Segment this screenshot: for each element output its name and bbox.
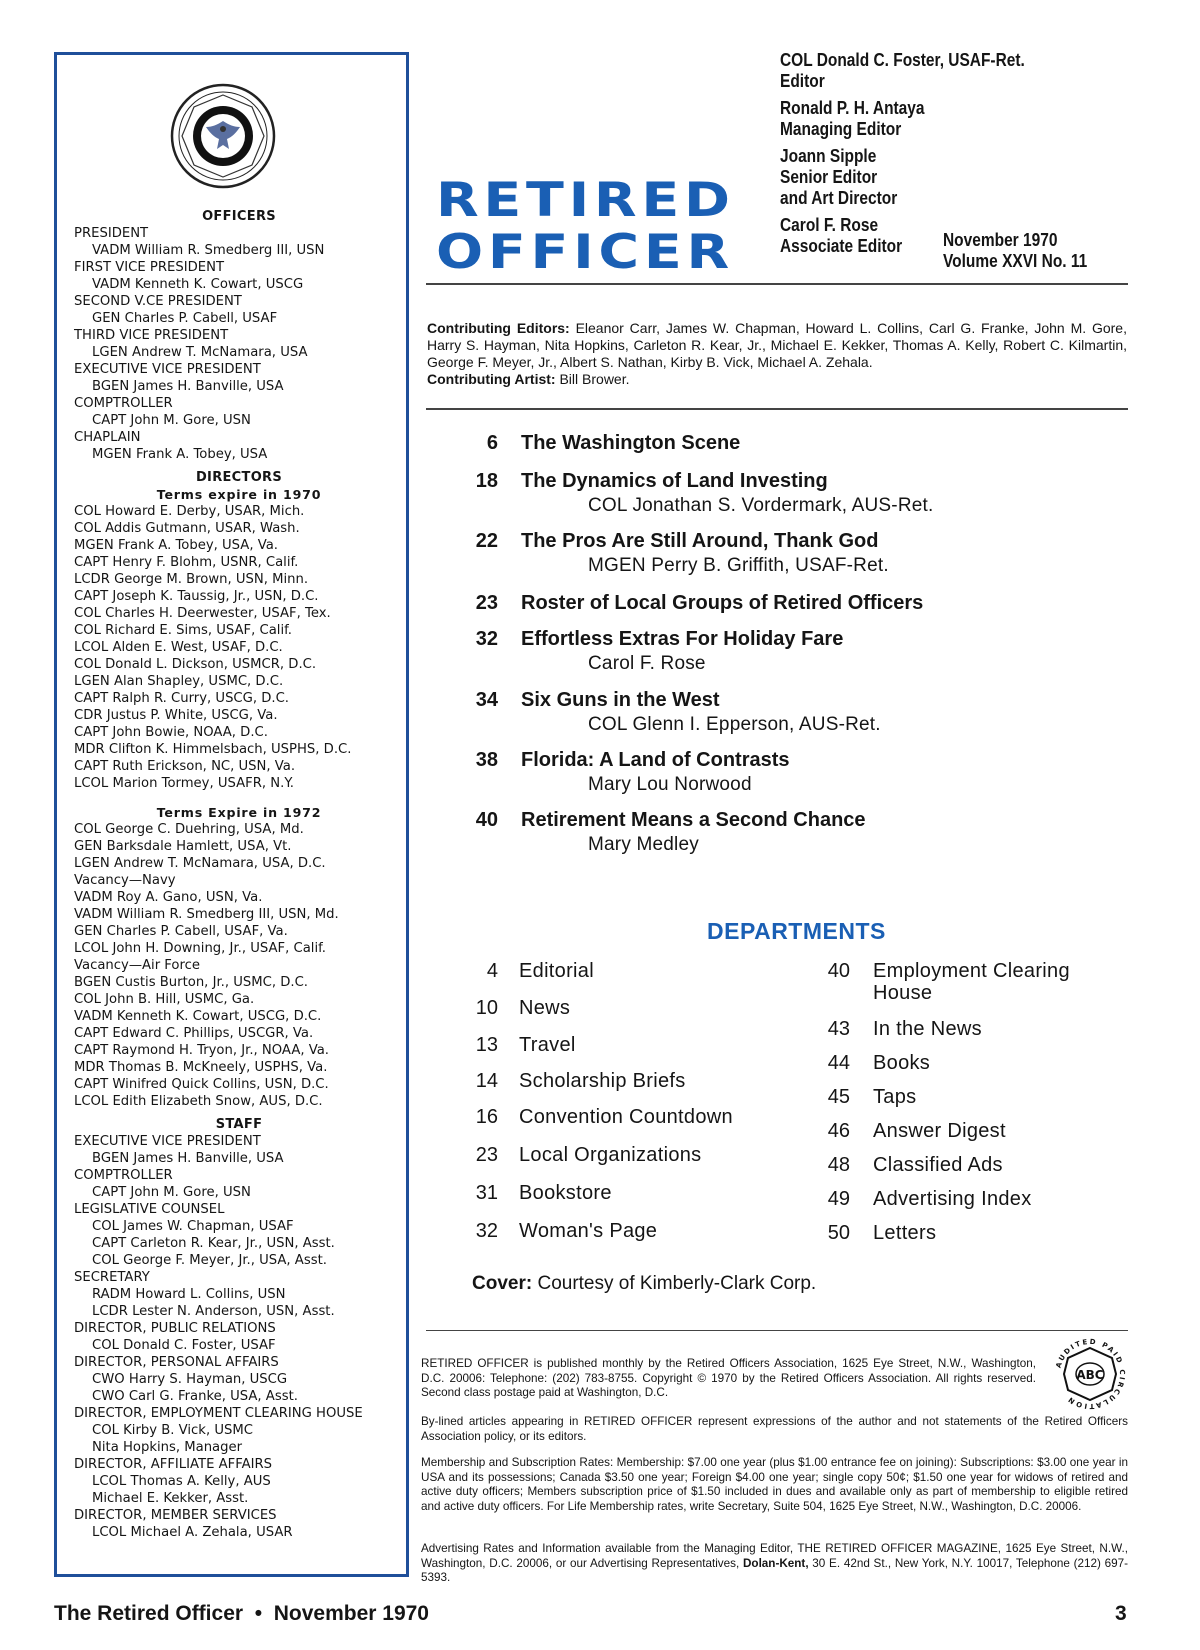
director-row: CAPT Winifred Quick Collins, USN, D.C. — [74, 1077, 329, 1092]
director-row: Vacancy—Navy — [74, 873, 176, 888]
terms-1970-list — [74, 503, 404, 792]
staff-name: CAPT John M. Gore, USN — [92, 1185, 251, 1200]
director-row: VADM Kenneth K. Cowart, USCG, D.C. — [74, 1009, 322, 1024]
managing-editor-title: Managing Editor — [780, 119, 902, 139]
department-page: 14 — [475, 1070, 498, 1092]
advertising-text: Advertising Rates and Information available from the Managing Editor, THE RETIRED OFFICER MAGAZINE, 1625 Eye Street, N.W., Washington, D.C. 20006, or our Advertising Representatives, — [421, 1542, 1128, 1570]
director-row: GEN Barksdale Hamlett, USA, Vt. — [74, 839, 292, 854]
department-label: Woman's Page — [519, 1220, 658, 1242]
masthead-title — [436, 175, 735, 279]
director-row: COL John B. Hill, USMC, Ga. — [74, 992, 255, 1007]
abc-seal-ring: AUDITED PAID CIRCULATION — [1054, 1337, 1127, 1411]
contributing-editors — [427, 320, 1127, 371]
director-row: COL Richard E. Sims, USAF, Calif. — [74, 623, 292, 638]
staff-name: LCOL Thomas A. Kelly, AUS — [92, 1474, 271, 1489]
issue-volume: Volume XXVI No. 11 — [943, 251, 1088, 271]
department-page: 45 — [827, 1086, 850, 1108]
toc-title: The Pros Are Still Around, Thank God — [521, 530, 879, 552]
department-page: 31 — [475, 1182, 498, 1204]
director-row: LCOL Alden E. West, USAF, D.C. — [74, 640, 283, 655]
publication-notice: RETIRED OFFICER is published monthly by the Retired Officers Association, 1625 Eye Street, N.W., Washington, D.C. 20006: Telephone: (202) 783-8755. Copyright © 1970 by the Retired Officers Association. All rights reserved. Second class postage paid at Washington, D.C. — [421, 1357, 1036, 1400]
department-page: 23 — [475, 1144, 498, 1166]
department-label: Local Organizations — [519, 1144, 702, 1166]
department-label-cont: House — [873, 982, 933, 1004]
director-row: CAPT Henry F. Blohm, USNR, Calif. — [74, 555, 299, 570]
department-label: News — [519, 997, 571, 1019]
director-row: LGEN Alan Shapley, USMC, D.C. — [74, 674, 284, 689]
staff-role: LEGISLATIVE COUNSEL — [74, 1202, 225, 1217]
director-row: VADM Roy A. Gano, USN, Va. — [74, 890, 263, 905]
toc-author: COL Jonathan S. Vordermark, AUS-Ret. — [588, 495, 934, 516]
staff-name: COL James W. Chapman, USAF — [92, 1219, 294, 1234]
director-row: CAPT Joseph K. Taussig, Jr., USN, D.C. — [74, 589, 319, 604]
director-row: CDR Justus P. White, USCG, Va. — [74, 708, 278, 723]
departments-heading: DEPARTMENTS — [707, 918, 886, 944]
staff-role: COMPTROLLER — [74, 1168, 173, 1183]
terms-1972-heading: Terms Expire in 1972 — [156, 805, 322, 820]
director-row: GEN Charles P. Cabell, USAF, Va. — [74, 924, 288, 939]
director-row: COL Howard E. Derby, USAR, Mich. — [74, 504, 305, 519]
editor-title: Editor — [780, 71, 825, 91]
staff-name: CAPT Carleton R. Kear, Jr., USN, Asst. — [92, 1236, 335, 1251]
associate-editor-name: Carol F. Rose — [780, 215, 879, 235]
advertising-rep: Dolan-Kent, — [742, 1556, 809, 1570]
department-page: 13 — [475, 1034, 498, 1056]
divider — [426, 283, 1128, 285]
department-label: In the News — [873, 1018, 982, 1040]
department-page: 50 — [827, 1222, 850, 1244]
toc-title: The Dynamics of Land Investing — [521, 470, 828, 492]
membership-rates: Membership and Subscription Rates: Membership: $7.00 one year (plus $1.00 entrance fee on joining): Subscriptions: $3.00 one year in USA and its possessions; Canada $3.50 one year; Foreign $4.00 one year; single copy 50¢; $1.50 one year for widows of retired and active duty officers; Members subscription price of $1.50 included in dues and available only as part of membership to eligible retired and active duty officers. For Life Membership rates, write Secretary, Suite 504, 1625 Eye Street, N.W., Washington, D.C. 20006. — [421, 1456, 1128, 1513]
toc-title: Effortless Extras For Holiday Fare — [521, 628, 844, 650]
managing-editor-name: Ronald P. H. Antaya — [780, 98, 925, 118]
department-page: 10 — [475, 997, 498, 1019]
staff-list — [74, 1133, 404, 1541]
staff-name: BGEN James H. Banville, USA — [92, 1151, 284, 1166]
director-row: CAPT Raymond H. Tryon, Jr., NOAA, Va. — [74, 1043, 329, 1058]
officer-name: VADM Kenneth K. Cowart, USCG — [92, 277, 304, 292]
department-label: Letters — [873, 1222, 937, 1244]
toc-title: The Washington Scene — [521, 432, 741, 454]
department-page: 40 — [827, 960, 850, 982]
department-label: Classified Ads — [873, 1154, 1003, 1176]
department-label: Answer Digest — [873, 1120, 1006, 1142]
staff-name: LCDR Lester N. Anderson, USN, Asst. — [92, 1304, 335, 1319]
associate-editor-title: Associate Editor — [780, 236, 903, 256]
director-row: COL Charles H. Deerwester, USAF, Tex. — [74, 606, 331, 621]
issue-info — [943, 230, 1087, 272]
department-label: Scholarship Briefs — [519, 1070, 686, 1092]
officers-heading: OFFICERS — [202, 209, 276, 224]
officers-sidebar — [54, 52, 409, 1577]
art-director-title: and Art Director — [780, 188, 898, 208]
director-row: COL Donald L. Dickson, USMCR, D.C. — [74, 657, 317, 672]
terms-1972-list — [74, 821, 404, 1110]
toc-page-number: 6 — [486, 432, 498, 454]
advertising-info — [421, 1542, 1128, 1586]
issue-date: November 1970 — [943, 230, 1058, 250]
cover-credit — [472, 1273, 816, 1295]
staff-name: COL George F. Meyer, Jr., USA, Asst. — [92, 1253, 327, 1268]
director-row: Vacancy—Air Force — [74, 958, 200, 973]
director-row: CAPT Edward C. Phillips, USCGR, Va. — [74, 1026, 314, 1041]
director-row: MDR Clifton K. Himmelsbach, USPHS, D.C. — [74, 742, 352, 757]
officer-role: PRESIDENT — [74, 226, 149, 241]
director-row: BGEN Custis Burton, Jr., USMC, D.C. — [74, 975, 308, 990]
director-row: CAPT John Bowie, NOAA, D.C. — [74, 725, 268, 740]
toc-page-number: 23 — [475, 592, 498, 614]
staff-role: DIRECTOR, EMPLOYMENT CLEARING HOUSE — [74, 1406, 363, 1421]
department-page: 49 — [827, 1188, 850, 1210]
masthead-line2: OFFICER — [436, 225, 734, 280]
staff-name: COL Donald C. Foster, USAF — [92, 1338, 276, 1353]
department-page: 48 — [827, 1154, 850, 1176]
staff-name: RADM Howard L. Collins, USN — [92, 1287, 286, 1302]
masthead-line1: RETIRED — [436, 173, 735, 228]
department-page: 46 — [827, 1120, 850, 1142]
staff-name: Michael E. Kekker, Asst. — [92, 1491, 249, 1506]
director-row: CAPT Ralph R. Curry, USCG, D.C. — [74, 691, 289, 706]
director-row: LCOL John H. Downing, Jr., USAF, Calif. — [74, 941, 326, 956]
director-row: LCOL Edith Elizabeth Snow, AUS, D.C. — [74, 1094, 323, 1109]
association-seal-icon — [170, 83, 276, 189]
toc-title: Six Guns in the West — [521, 689, 720, 711]
department-label: Advertising Index — [873, 1188, 1032, 1210]
contributing-artist-text: Bill Brower. — [555, 371, 630, 387]
staff-name: CWO Carl G. Franke, USA, Asst. — [92, 1389, 298, 1404]
staff-role: DIRECTOR, PERSONAL AFFAIRS — [74, 1355, 279, 1370]
staff-name: Nita Hopkins, Manager — [92, 1440, 243, 1455]
director-row: LGEN Andrew T. McNamara, USA, D.C. — [74, 856, 326, 871]
toc-author: COL Glenn I. Epperson, AUS-Ret. — [588, 714, 881, 735]
officer-name: MGEN Frank A. Tobey, USA — [92, 447, 268, 462]
abc-seal-center: ABC — [1076, 1368, 1104, 1382]
senior-editor-title: Senior Editor — [780, 167, 878, 187]
byline-notice: By-lined articles appearing in RETIRED OFFICER represent expressions of the author and not statements of the Retired Officers Association policy, or its editors. — [421, 1415, 1128, 1443]
toc-page-number: 32 — [475, 628, 498, 650]
divider — [426, 1330, 1128, 1331]
department-label: Bookstore — [519, 1182, 612, 1204]
director-row: MGEN Frank A. Tobey, USA, Va. — [74, 538, 278, 553]
staff-heading: STAFF — [215, 1117, 263, 1132]
staff-role: SECRETARY — [74, 1270, 150, 1285]
director-row: VADM William R. Smedberg III, USN, Md. — [74, 907, 339, 922]
toc-author: Mary Lou Norwood — [588, 774, 752, 795]
contributing-editors-text: Eleanor Carr, James W. Chapman, Howard L. Collins, Carl G. Franke, John M. Gore, Harry S. Hayman, Nita Hopkins, Carleton R. Kear, Jr., Michael E. Kekker, Thomas A. Kelly, Robert C. Kilmartin, George F. Meyer, Jr., Albert S. Nathan, Kirby B. Vick, Michael A. Zehala. — [427, 320, 1127, 370]
department-label: Convention Countdown — [519, 1106, 733, 1128]
cover-label: Cover: — [472, 1273, 533, 1294]
department-label: Editorial — [519, 960, 594, 982]
toc-title: Roster of Local Groups of Retired Officers — [521, 592, 924, 614]
contributing-artist — [427, 371, 1127, 388]
director-row: LCDR George M. Brown, USN, Minn. — [74, 572, 309, 587]
officer-role: FIRST VICE PRESIDENT — [74, 260, 225, 275]
department-page: 4 — [486, 960, 498, 982]
divider — [426, 408, 1128, 410]
staff-role: DIRECTOR, PUBLIC RELATIONS — [74, 1321, 276, 1336]
cover-text: Courtesy of Kimberly-Clark Corp. — [532, 1273, 817, 1294]
officer-name: CAPT John M. Gore, USN — [92, 413, 251, 428]
director-row: CAPT Ruth Erickson, NC, USN, Va. — [74, 759, 296, 774]
officer-role: SECOND V.CE PRESIDENT — [74, 294, 242, 309]
staff-role: EXECUTIVE VICE PRESIDENT — [74, 1134, 261, 1149]
department-label: Books — [873, 1052, 931, 1074]
officer-role: EXECUTIVE VICE PRESIDENT — [74, 362, 261, 377]
page-number: 3 — [1115, 1602, 1127, 1625]
editor-name: COL Donald C. Foster, USAF-Ret. — [780, 50, 1025, 70]
officer-name: GEN Charles P. Cabell, USAF — [92, 311, 278, 326]
toc-page-number: 34 — [475, 689, 498, 711]
toc-author: MGEN Perry B. Griffith, USAF-Ret. — [588, 555, 889, 576]
toc-title: Florida: A Land of Contrasts — [521, 749, 790, 771]
toc-page-number: 18 — [475, 470, 498, 492]
director-row: MDR Thomas B. McKneely, USPHS, Va. — [74, 1060, 328, 1075]
director-row: COL Addis Gutmann, USAR, Wash. — [74, 521, 300, 536]
advertising-address: 30 E. 42nd St., New York, N.Y. 10017, Telephone (212) 697-5393. — [421, 1556, 1129, 1585]
toc-page-number: 40 — [475, 809, 498, 831]
department-label: Travel — [519, 1034, 576, 1056]
toc-page-number: 38 — [475, 749, 498, 771]
toc-title: Retirement Means a Second Chance — [521, 809, 866, 831]
terms-1970-heading: Terms expire in 1970 — [156, 487, 322, 502]
footer-title: The Retired Officer • November 1970 — [54, 1602, 429, 1625]
officer-name: BGEN James H. Banville, USA — [92, 379, 284, 394]
staff-role: DIRECTOR, MEMBER SERVICES — [74, 1508, 277, 1523]
department-label: Employment Clearing — [873, 960, 1070, 982]
department-page: 43 — [827, 1018, 850, 1040]
staff-name: CWO Harry S. Hayman, USCG — [92, 1372, 288, 1387]
department-label: Taps — [873, 1086, 917, 1108]
staff-role: DIRECTOR, AFFILIATE AFFAIRS — [74, 1457, 273, 1472]
toc-author: Carol F. Rose — [588, 653, 706, 674]
staff-name: LCOL Michael A. Zehala, USAR — [92, 1525, 293, 1540]
officer-name: LGEN Andrew T. McNamara, USA — [92, 345, 308, 360]
abc-seal-icon — [1052, 1336, 1128, 1412]
officer-role: CHAPLAIN — [74, 430, 141, 445]
department-page: 44 — [827, 1052, 850, 1074]
director-row: LCOL Marion Tormey, USAFR, N.Y. — [74, 776, 294, 791]
contributing-artist-label: Contributing Artist: — [427, 371, 556, 387]
staff-name: COL Kirby B. Vick, USMC — [92, 1423, 253, 1438]
department-page: 32 — [475, 1220, 498, 1242]
contributing-editors-label: Contributing Editors: — [427, 320, 570, 336]
officer-name: VADM William R. Smedberg III, USN — [92, 243, 325, 258]
officer-role: COMPTROLLER — [74, 396, 173, 411]
senior-editor-name: Joann Sipple — [780, 146, 877, 166]
contributors — [427, 320, 1127, 388]
directors-heading: DIRECTORS — [195, 470, 283, 485]
director-row: COL George C. Duehring, USA, Md. — [74, 822, 304, 837]
toc-author: Mary Medley — [588, 834, 699, 855]
officer-role: THIRD VICE PRESIDENT — [74, 328, 229, 343]
toc-page-number: 22 — [475, 530, 498, 552]
department-page: 16 — [475, 1106, 498, 1128]
